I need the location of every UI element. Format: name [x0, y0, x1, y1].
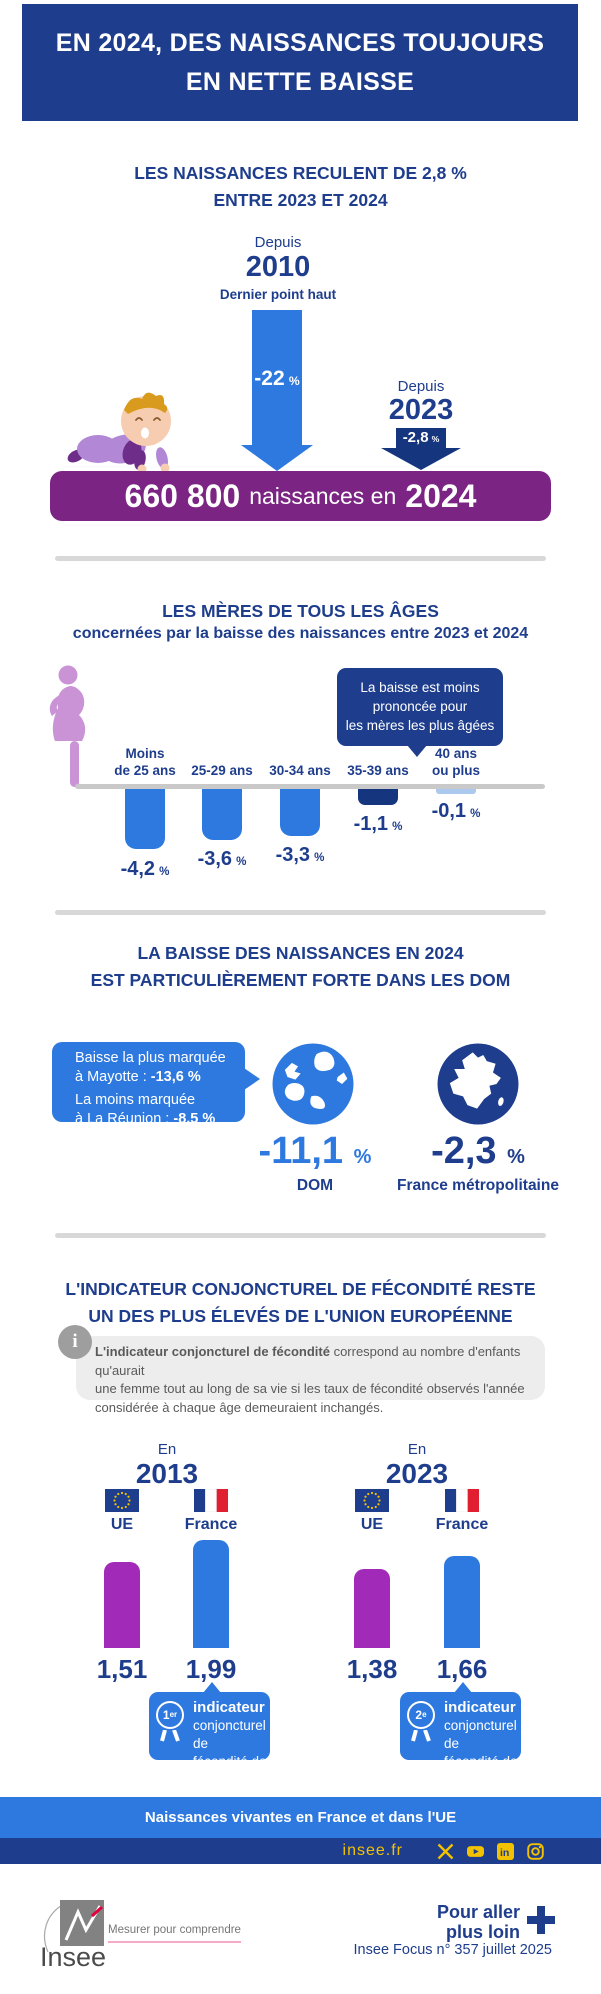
bar-ue-2013	[104, 1562, 140, 1648]
since-2023-label: Depuis	[397, 378, 445, 395]
bar-value-4: -0,1 %	[431, 800, 481, 822]
value-ue-2023: 1,38	[346, 1654, 398, 1684]
france-map-icon	[434, 1040, 522, 1128]
ue-label-2023: UE	[360, 1516, 384, 1533]
year-2013: 2013	[135, 1458, 199, 1489]
linkedin-icon[interactable]	[497, 1843, 514, 1860]
svg-text:in: in	[500, 1846, 510, 1859]
section2-subheading: concernées par la baisse des naissances entre 2023 et 2024	[72, 625, 529, 642]
bar-value-2: -3,3 %	[275, 844, 325, 866]
mothers-tooltip: La baisse est moins prononcée pour les mères les plus âgées	[337, 668, 503, 746]
value-france-2013: 1,99	[185, 1654, 237, 1684]
france-flag-icon-2013	[194, 1489, 228, 1512]
insee-slogan: Mesurer pour comprendre	[108, 1924, 241, 1943]
since-2023-year: 2023	[388, 394, 454, 426]
divider-2	[55, 910, 546, 915]
badge-2e-indicateur: 2 e indicateur conjoncturel de fécondité de l'UE	[400, 1692, 521, 1760]
since-2010-note: Dernier point haut	[219, 287, 337, 302]
bar-ue-2023	[354, 1569, 390, 1648]
bar-30-34	[280, 789, 320, 836]
france-label-2013: France	[184, 1516, 238, 1533]
eu-flag-icon-2023	[355, 1489, 389, 1512]
plus-icon	[527, 1906, 555, 1934]
medal-1-icon: 1 er	[156, 1701, 184, 1729]
since-2023-value: -2,8 %	[402, 429, 440, 446]
section3-heading: LA BAISSE DES NAISSANCES EN 2024 EST PARTICULIÈREMENT FORTE DANS LES DOM	[90, 943, 511, 990]
metro-label: France métropolitaine	[397, 1177, 559, 1194]
bar-value-0: -4,2 %	[120, 858, 170, 880]
ue-label-2013: UE	[110, 1516, 134, 1533]
badge-1er-indicateur: 1 er indicateur conjoncturel de fécondité de l'UE	[149, 1692, 270, 1760]
births-number: 660 800	[124, 477, 241, 514]
age-label-1: 25-29 ans	[191, 763, 253, 778]
births-text: naissances en	[249, 482, 397, 509]
dom-label: DOM	[296, 1177, 334, 1194]
divider-3	[55, 1233, 546, 1238]
dom-value: -11,1 %	[258, 1130, 372, 1172]
births-2024-banner	[50, 471, 551, 521]
bar-40-plus	[436, 789, 476, 794]
instagram-icon[interactable]	[527, 1843, 544, 1860]
since-2010-value: -22 %	[254, 367, 300, 390]
ribbon-icon	[159, 1730, 183, 1742]
bar-25-29	[202, 789, 242, 840]
age-label-4: 40 ans ou plus	[432, 746, 480, 778]
year-2023: 2023	[385, 1458, 449, 1489]
since-2010-label: Depuis	[254, 234, 302, 251]
bar-35-39	[358, 789, 398, 805]
source-text: Naissances vivantes en France et dans l'UE	[144, 1809, 457, 1826]
bar-value-1: -3,6 %	[197, 848, 247, 870]
youtube-icon[interactable]	[467, 1843, 484, 1860]
definition-text: L'indicateur conjoncturel de fécondité correspond au nombre d'enfants qu'aurait une femme tout au long de sa vie si les taux de fécondité observés l'année considérée à chaque âge demeuraient inchangés.	[95, 1344, 525, 1415]
pregnant-woman-icon	[44, 664, 104, 790]
eu-flag-icon-2013	[105, 1489, 139, 1512]
divider-1	[55, 556, 546, 561]
metro-value: -2,3 %	[431, 1130, 525, 1172]
en-2023: En	[407, 1441, 427, 1458]
publication-ref[interactable]: Insee Focus n° 357 juillet 2025	[353, 1942, 552, 1958]
header-title-line2: EN NETTE BAISSE	[185, 67, 415, 96]
social-band	[0, 1838, 601, 1864]
source-band	[0, 1797, 601, 1838]
dom-bubble-tail	[244, 1068, 260, 1090]
insee-fr-link[interactable]: insee.fr	[342, 1842, 403, 1859]
bar-france-2013	[193, 1540, 229, 1648]
arrow-down-2010-icon	[241, 310, 313, 472]
more-info-label: Pour aller plus loin	[436, 1902, 520, 1942]
bar-under-25	[125, 789, 165, 849]
value-france-2023: 1,66	[436, 1654, 488, 1684]
baby-icon	[66, 392, 190, 474]
bar-value-3: -1,1 %	[353, 813, 403, 835]
section1-heading: LES NAISSANCES RECULENT DE 2,8 % ENTRE 2023 ET 2024	[134, 163, 467, 210]
dom-map-icon	[269, 1040, 357, 1128]
section2-heading: LES MÈRES DE TOUS LES ÂGES	[162, 601, 439, 621]
ribbon-icon	[410, 1730, 434, 1742]
age-label-0: Moins de 25 ans	[114, 746, 176, 778]
value-ue-2013: 1,51	[96, 1654, 148, 1684]
since-2010-year: 2010	[245, 251, 311, 283]
bar-france-2023	[444, 1556, 480, 1648]
section4-heading: L'INDICATEUR CONJONCTUREL DE FÉCONDITÉ RESTE UN DES PLUS ÉLEVÉS DE L'UNION EUROPÉENNE	[65, 1279, 536, 1326]
header-title-line1: EN 2024, DES NAISSANCES TOUJOURS	[55, 28, 545, 57]
dom-bubble: Baisse la plus marquée à Mayotte : -13,6 % La moins marquée à La Réunion : -8,5 %	[52, 1042, 245, 1122]
en-2013: En	[157, 1441, 177, 1458]
x-twitter-icon[interactable]	[437, 1843, 454, 1860]
header-banner	[22, 4, 578, 121]
births-year: 2024	[405, 477, 477, 514]
age-label-2: 30-34 ans	[269, 763, 331, 778]
age-label-3: 35-39 ans	[347, 763, 409, 778]
france-label-2023: France	[435, 1516, 489, 1533]
arrow-down-2023-icon	[381, 428, 461, 472]
medal-2-icon: 2 e	[407, 1701, 435, 1729]
insee-logo-text: Insee	[40, 1942, 107, 1970]
france-flag-icon-2023	[445, 1489, 479, 1512]
info-icon: i	[58, 1325, 92, 1359]
